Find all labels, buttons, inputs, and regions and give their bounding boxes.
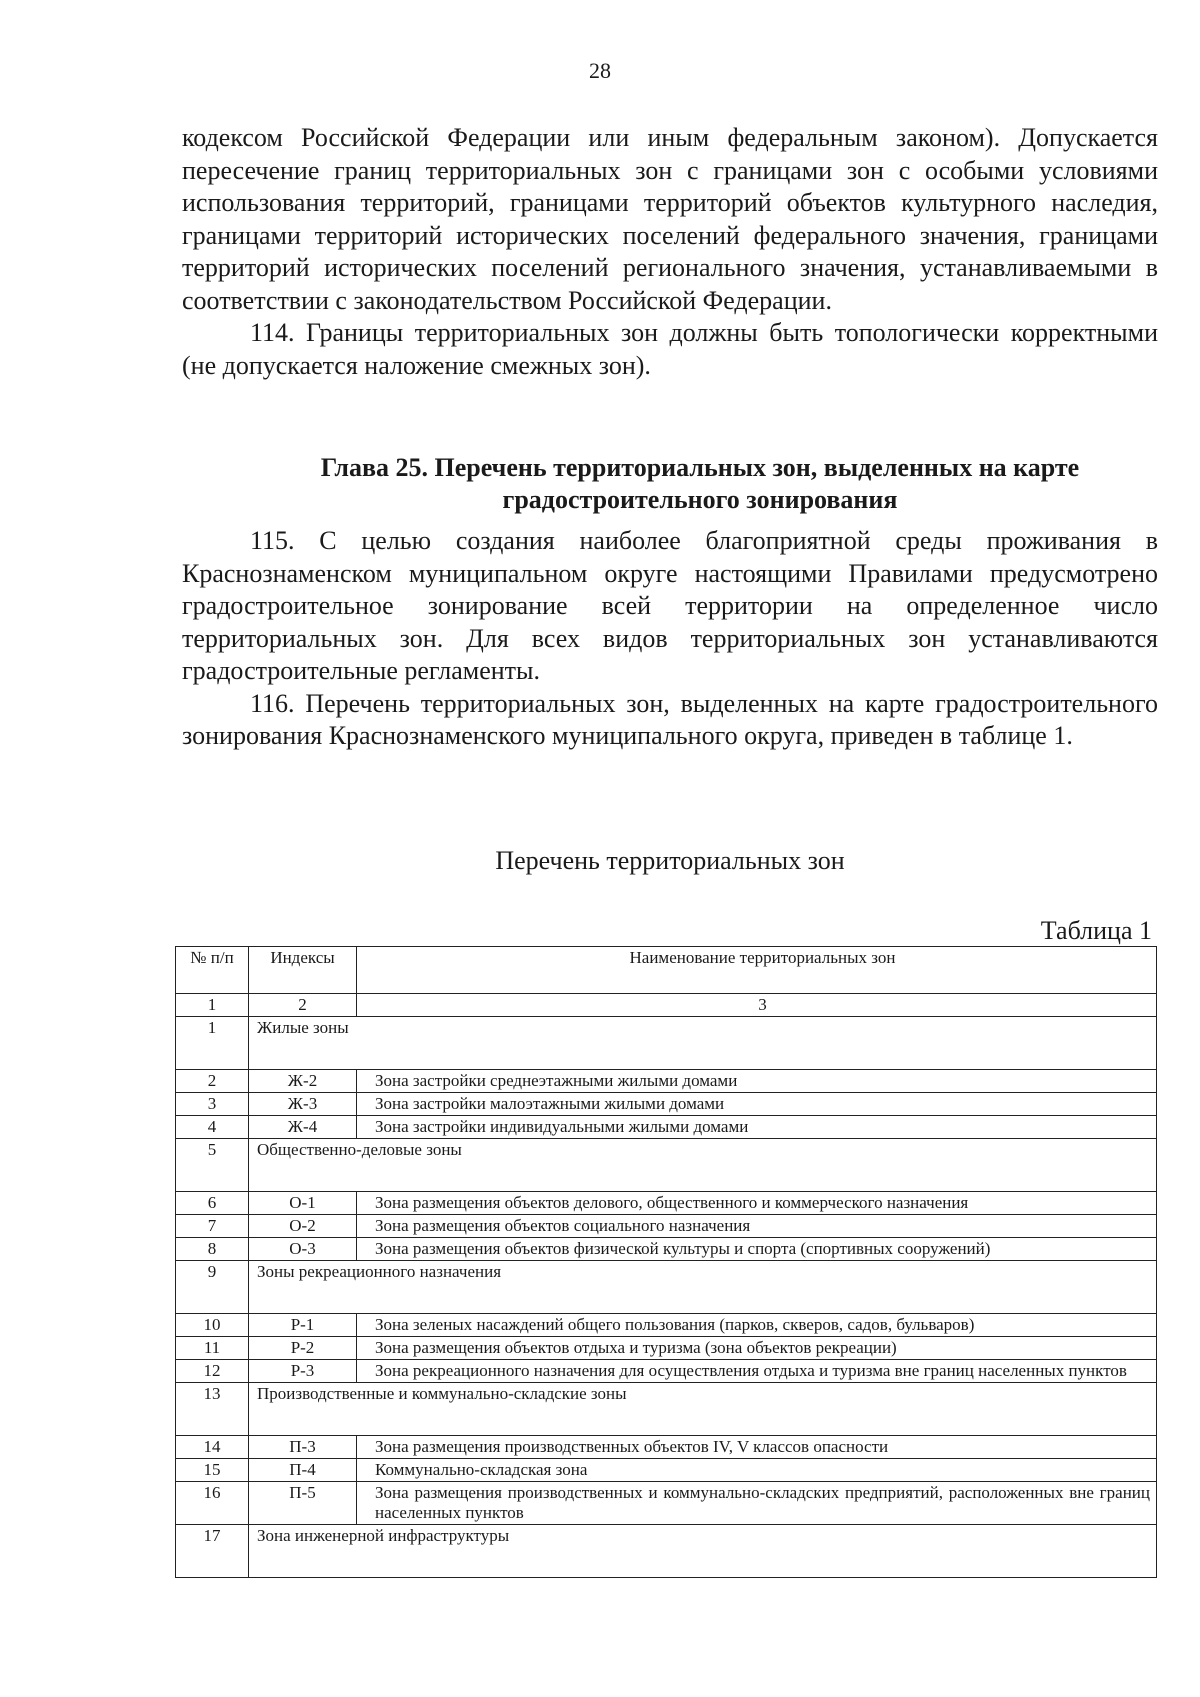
zone-index: Р-1 (249, 1314, 357, 1337)
table-row (176, 1215, 1157, 1238)
row-number: 11 (176, 1337, 249, 1360)
zone-index: Ж-4 (249, 1116, 357, 1139)
group-title: Общественно-деловые зоны (249, 1139, 1157, 1192)
row-number: 5 (176, 1139, 249, 1192)
zone-name: Зона застройки малоэтажными жилыми домами (357, 1093, 1157, 1116)
zone-name: Зона размещения объектов делового, общественного и коммерческого назначения (357, 1192, 1157, 1215)
paragraph-116: 116. Перечень территориальных зон, выделенных на карте градостроительного зонирования Краснознаменского муниципального округа, приведен в таблице 1. (182, 688, 1158, 750)
row-number: 6 (176, 1192, 249, 1215)
zone-name: Зона рекреационного назначения для осуществления отдыха и туризма вне границ населенных пунктов (357, 1360, 1157, 1383)
row-number: 2 (176, 1070, 249, 1093)
table-header-row (176, 947, 1157, 994)
zone-index: О-3 (249, 1238, 357, 1261)
row-number: 9 (176, 1261, 249, 1314)
zone-index: П-5 (249, 1482, 357, 1525)
text-block-top (182, 122, 1158, 382)
column-number-2: 2 (249, 994, 357, 1017)
row-number: 1 (176, 1017, 249, 1070)
chapter-heading (182, 452, 1158, 516)
table-row (176, 1459, 1157, 1482)
table-row (176, 1314, 1157, 1337)
row-number: 13 (176, 1383, 249, 1436)
row-number: 12 (176, 1360, 249, 1383)
row-number: 8 (176, 1238, 249, 1261)
table-row (176, 1238, 1157, 1261)
table-group-row (176, 1525, 1157, 1578)
group-title: Зона инженерной инфраструктуры (249, 1525, 1157, 1578)
paragraph-115: 115. С целью создания наиболее благоприятной среды проживания в Краснознаменском муниципальном округе настоящими Правилами предусмотрено градостроительное зонирование всей территории на определенное число территориальных зон. Для всех видов территориальных зон устанавливаются градостроительные регламенты. (182, 526, 1158, 685)
zone-name: Зона зеленых насаждений общего пользования (парков, скверов, садов, бульваров) (357, 1314, 1157, 1337)
table-row (176, 1482, 1157, 1525)
row-number: 7 (176, 1215, 249, 1238)
table-group-row (176, 1017, 1157, 1070)
zone-name: Зона застройки индивидуальными жилыми домами (357, 1116, 1157, 1139)
row-number: 15 (176, 1459, 249, 1482)
zone-index: Р-2 (249, 1337, 357, 1360)
zone-name: Зона размещения производственных и коммунально-складских предприятий, расположенных вне границ населенных пунктов (357, 1482, 1157, 1525)
zone-name: Зона размещения объектов социального назначения (357, 1215, 1157, 1238)
group-title: Жилые зоны (249, 1017, 1157, 1070)
table-group-row (176, 1261, 1157, 1314)
paragraph-114: 114. Границы территориальных зон должны быть топологически корректными (не допускается наложение смежных зон). (182, 318, 1158, 380)
zone-index: О-1 (249, 1192, 357, 1215)
table-caption: Перечень территориальных зон (495, 846, 845, 875)
table-group-row (176, 1383, 1157, 1436)
header-number: № п/п (176, 947, 249, 994)
header-index: Индексы (249, 947, 357, 994)
table-row (176, 1436, 1157, 1459)
zone-name: Зона размещения объектов отдыха и туризма (зона объектов рекреации) (357, 1337, 1157, 1360)
zone-index: Ж-2 (249, 1070, 357, 1093)
zone-index: П-3 (249, 1436, 357, 1459)
table-row (176, 1360, 1157, 1383)
row-number: 10 (176, 1314, 249, 1337)
table-row (176, 1192, 1157, 1215)
group-title: Зоны рекреационного назначения (249, 1261, 1157, 1314)
zone-index: П-4 (249, 1459, 357, 1482)
text-block-bottom (182, 525, 1158, 753)
zone-name: Зона застройки среднеэтажными жилыми домами (357, 1070, 1157, 1093)
zone-name: Коммунально-складская зона (357, 1459, 1157, 1482)
page-number: 28 (589, 58, 611, 83)
zones-table (175, 946, 1157, 1578)
table-row (176, 1093, 1157, 1116)
chapter-heading-line1: Глава 25. Перечень территориальных зон, выделенных на карте (320, 453, 1080, 482)
group-title: Производственные и коммунально-складские зоны (249, 1383, 1157, 1436)
zone-name: Зона размещения объектов физической культуры и спорта (спортивных сооружений) (357, 1238, 1157, 1261)
table-label: Таблица 1 (1040, 916, 1152, 945)
row-number: 16 (176, 1482, 249, 1525)
table-row (176, 1070, 1157, 1093)
paragraph: кодексом Российской Федерации или иным федеральным законом). Допускается пересечение границ территориальных зон с границами зон с особыми условиями использования территорий, границами территорий объектов культурного наследия, границами территорий исторических поселений федерального значения, границами территорий исторических поселений регионального значения, устанавливаемыми в соответствии с законодательством Российской Федерации. (182, 123, 1158, 315)
table-numbering-row (176, 994, 1157, 1017)
row-number: 17 (176, 1525, 249, 1578)
header-name: Наименование территориальных зон (357, 947, 1157, 994)
table-row (176, 1337, 1157, 1360)
zone-index: О-2 (249, 1215, 357, 1238)
zone-name: Зона размещения производственных объектов IV, V классов опасности (357, 1436, 1157, 1459)
zone-index: Р-3 (249, 1360, 357, 1383)
column-number-3: 3 (357, 994, 1157, 1017)
row-number: 14 (176, 1436, 249, 1459)
zone-index: Ж-3 (249, 1093, 357, 1116)
table-group-row (176, 1139, 1157, 1192)
row-number: 3 (176, 1093, 249, 1116)
row-number: 4 (176, 1116, 249, 1139)
column-number-1: 1 (176, 994, 249, 1017)
table-row (176, 1116, 1157, 1139)
chapter-heading-line2: градостроительного зонирования (502, 485, 898, 514)
